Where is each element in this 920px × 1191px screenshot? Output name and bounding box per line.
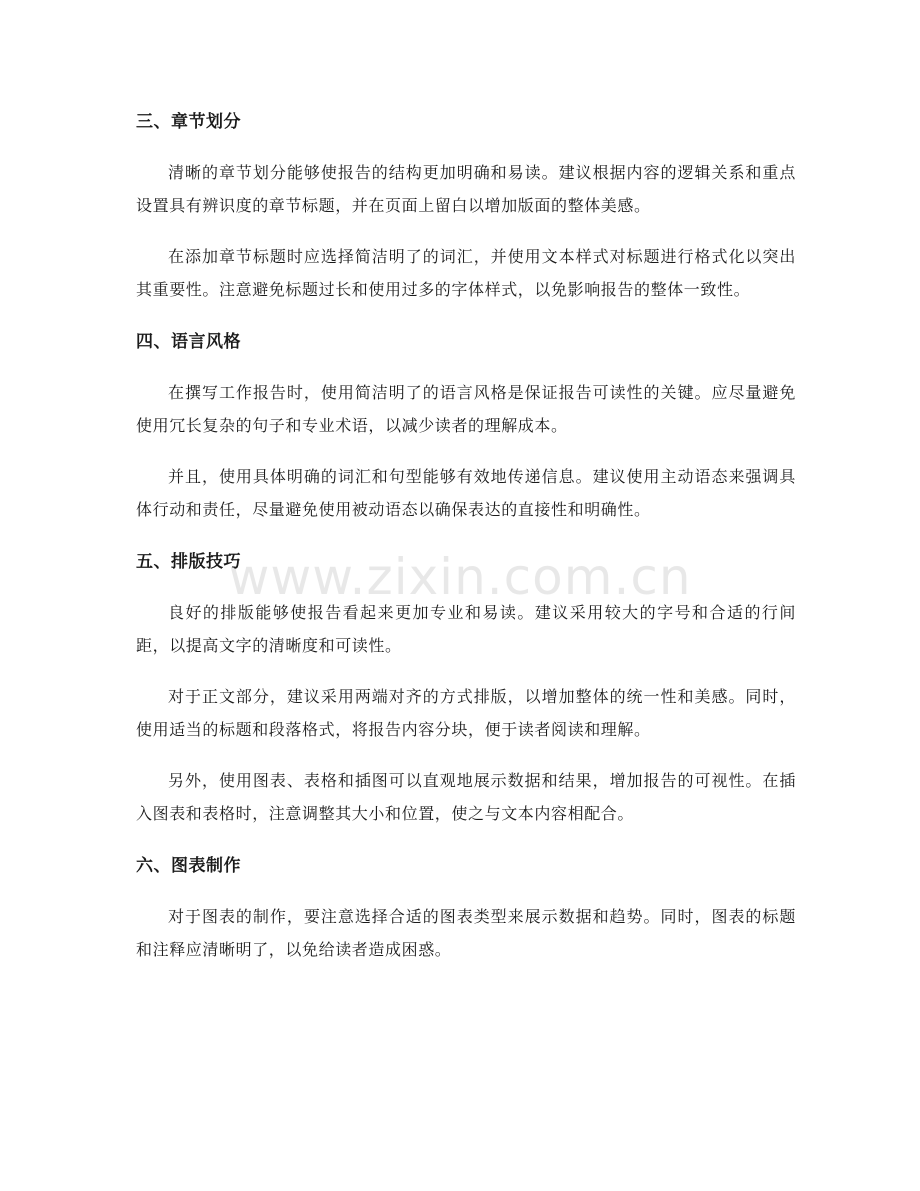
section-chart-making <box>136 848 796 966</box>
section-language-style <box>136 324 796 526</box>
section-heading: 四、语言风格 <box>136 332 241 352</box>
paragraph: 清晰的章节划分能够使报告的结构更加明确和易读。建议根据内容的逻辑关系和重点设置具有辨识度的章节标题，并在页面上留白以增加版面的整体美感。 <box>136 163 796 215</box>
paragraph: 在撰写工作报告时，使用简洁明了的语言风格是保证报告可读性的关键。应尽量避免使用冗长复杂的句子和专业术语，以减少读者的理解成本。 <box>136 383 796 435</box>
document-body <box>136 104 796 984</box>
section-layout-tips <box>136 544 796 830</box>
paragraph: 在添加章节标题时应选择简洁明了的词汇，并使用文本样式对标题进行格式化以突出其重要性。注意避免标题过长和使用过多的字体样式，以免影响报告的整体一致性。 <box>136 247 796 299</box>
paragraph: 并且，使用具体明确的词汇和句型能够有效地传递信息。建议使用主动语态来强调具体行动和责任，尽量避免使用被动语态以确保表达的直接性和明确性。 <box>136 467 796 519</box>
section-heading: 五、排版技巧 <box>136 552 241 572</box>
watermark: www.zixin.com.cn <box>228 548 692 606</box>
paragraph: 另外，使用图表、表格和插图可以直观地展示数据和结果，增加报告的可视性。在插入图表和表格时，注意调整其大小和位置，使之与文本内容相配合。 <box>136 771 796 823</box>
paragraph: 对于正文部分，建议采用两端对齐的方式排版，以增加整体的统一性和美感。同时，使用适当的标题和段落格式，将报告内容分块，便于读者阅读和理解。 <box>136 687 796 739</box>
section-heading: 六、图表制作 <box>136 856 241 876</box>
section-heading: 三、章节划分 <box>136 112 241 132</box>
section-chapter-division <box>136 104 796 306</box>
paragraph: 对于图表的制作，要注意选择合适的图表类型来展示数据和趋势。同时，图表的标题和注释应清晰明了，以免给读者造成困惑。 <box>136 907 796 959</box>
paragraph: 良好的排版能够使报告看起来更加专业和易读。建议采用较大的字号和合适的行间距，以提高文字的清晰度和可读性。 <box>136 603 796 655</box>
